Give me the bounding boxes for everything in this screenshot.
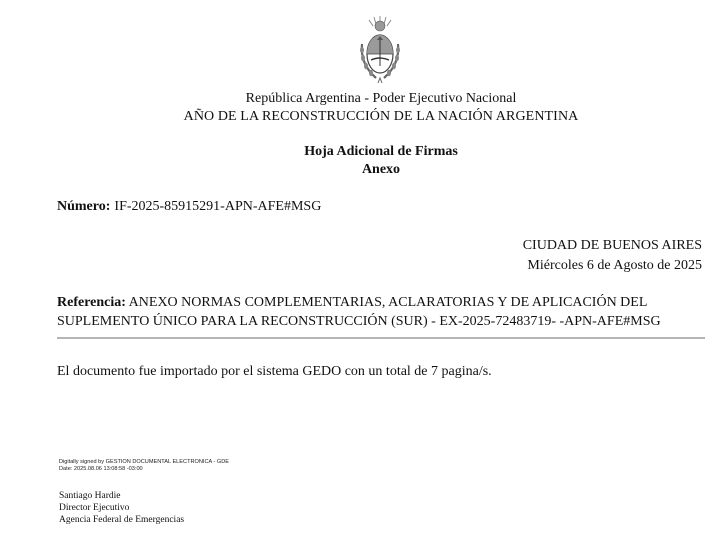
import-note: El documento fue importado por el sistema GEDO con un total de 7 pagina/s. [57, 364, 492, 379]
signer-name: Santiago Hardie [59, 491, 121, 501]
document-number-label: Número: [57, 199, 111, 214]
document-number-value: IF-2025-85915291-APN-AFE#MSG [114, 199, 322, 214]
document-number-row [57, 199, 321, 215]
document-city: CIUDAD DE BUENOS AIRES [522, 238, 702, 253]
signer-agency: Agencia Federal de Emergencias [59, 515, 185, 525]
document-title: Hoja Adicional de Firmas [304, 144, 458, 159]
document-subtitle: Anexo [361, 162, 401, 177]
argentina-coat-of-arms-icon [356, 14, 404, 84]
digital-signature-stamp [59, 459, 229, 473]
reference-label: Referencia: [57, 295, 126, 310]
signer-block [59, 490, 184, 526]
signer-position: Director Ejecutivo [59, 503, 130, 513]
digital-signature-line: Digitally signed by GESTION DOCUMENTAL ELECTRONICA - GDE [59, 459, 230, 465]
reference-block [57, 293, 697, 331]
section-divider [57, 337, 705, 339]
header-government-line: República Argentina - Poder Ejecutivo Nacional [245, 91, 517, 106]
document-date: Miércoles 6 de Agosto de 2025 [527, 258, 702, 273]
reference-text: ANEXO NORMAS COMPLEMENTARIAS, ACLARATORIAS Y DE APLICACIÓN DEL SUPLEMENTO ÚNICO PARA LA RECONSTRUCCIÓN (SUR) - EX-2025-72483719- -APN-AFE#MSG [57, 295, 661, 329]
digital-signature-date: Date: 2025.08.06 13:08:58 -03:00 [59, 466, 143, 472]
header-year-motto: AÑO DE LA RECONSTRUCCIÓN DE LA NACIÓN ARGENTINA [183, 109, 579, 124]
